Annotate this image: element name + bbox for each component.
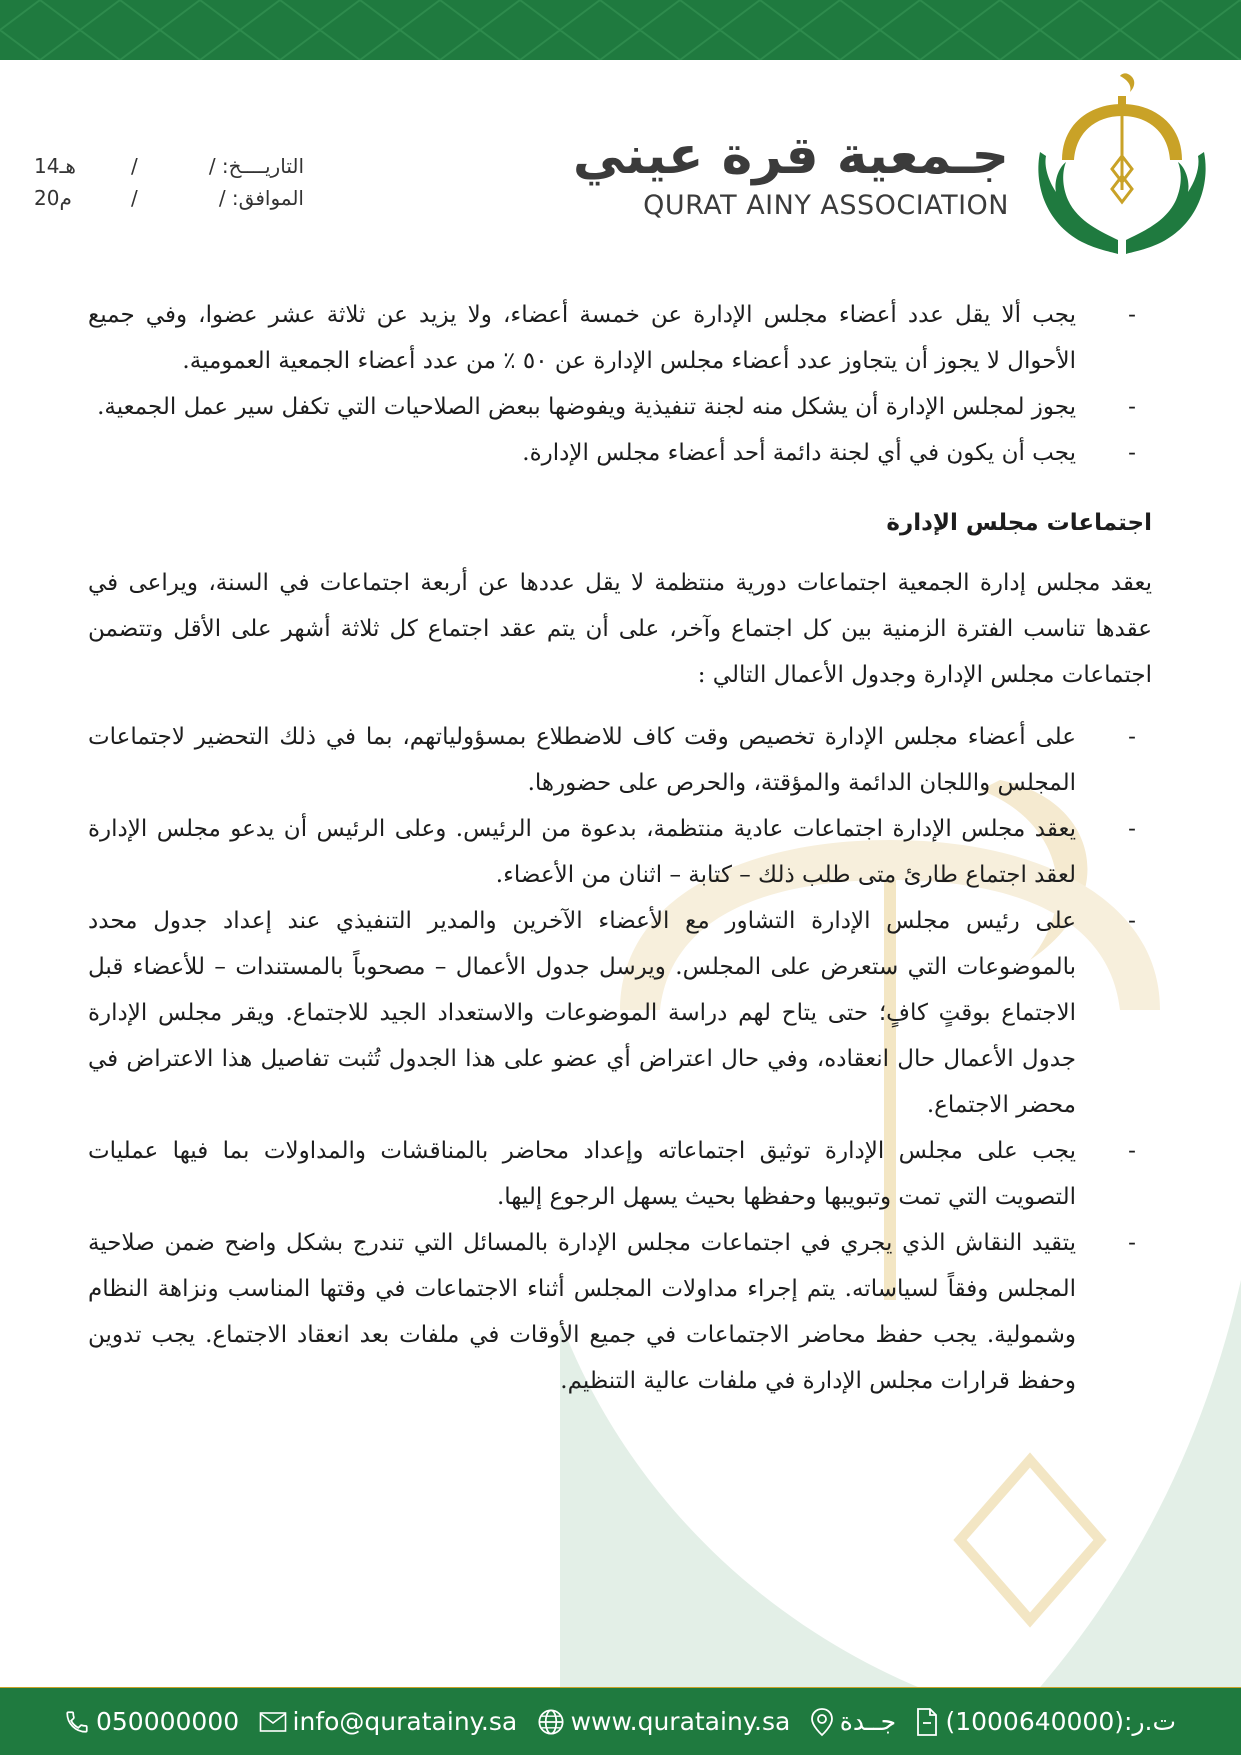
city-text: جــدة [839, 1707, 897, 1736]
bullet-dash: - [1128, 1138, 1136, 1164]
email-text: info@quratainy.sa [292, 1707, 518, 1736]
list-item [88, 1128, 1152, 1220]
brand-name-arabic: جـمعية قرة عيني [572, 126, 1009, 186]
footer-registration [915, 1707, 1176, 1737]
date-hijri-suffix: 14هـ [34, 154, 76, 178]
footer-contacts [64, 1688, 1176, 1755]
phone-icon [64, 1709, 90, 1735]
document-body [88, 292, 1152, 1404]
list-item [88, 430, 1152, 476]
list-item-text: يجوز لمجلس الإدارة أن يشكل منه لجنة تنفيذية ويفوضها ببعض الصلاحيات التي تكفل سير عمل الجمعية. [97, 394, 1076, 420]
bullet-dash: - [1128, 440, 1136, 466]
meetings-list [88, 714, 1152, 1404]
footer [0, 1688, 1241, 1755]
list-item [88, 1220, 1152, 1404]
website-text: www.quratainy.sa [570, 1707, 791, 1736]
list-item-text: يجب على مجلس الإدارة توثيق اجتماعاته وإعداد محاضر بالمناقشات والمداولات بما فيها عمليات التصويت التي تمت وتبويبها وحفظها بحيث يسهل الرجوع إليها. [88, 1138, 1076, 1210]
bullet-dash: - [1128, 816, 1136, 842]
date-greg-row [34, 186, 304, 218]
list-item [88, 714, 1152, 806]
mail-icon [259, 1711, 287, 1733]
list-item-text: يجب ألا يقل عدد أعضاء مجلس الإدارة عن خمسة أعضاء، ولا يزيد عن ثلاثة عشر عضوا، وفي جميع الأحوال لا يجوز أن يتجاوز عدد أعضاء مجلس الإدارة عن ٥٠ ٪ من عدد أعضاء الجمعية العمومية. [88, 302, 1076, 374]
list-item [88, 806, 1152, 898]
footer-phone[interactable] [64, 1707, 239, 1736]
date-hijri-label: التاريــــخ: / [208, 154, 304, 178]
phone-text: 050000000 [96, 1707, 240, 1736]
date-greg-suffix: 20م [34, 186, 72, 210]
list-item [88, 384, 1152, 430]
footer-location [810, 1707, 896, 1737]
location-pin-icon [810, 1707, 834, 1737]
date-block [34, 154, 304, 218]
list-item [88, 898, 1152, 1128]
list-item [88, 292, 1152, 384]
footer-website[interactable] [537, 1707, 791, 1736]
pattern-icon [0, 0, 1241, 60]
registration-text: (1000640000):ت.ر [945, 1707, 1176, 1736]
globe-icon [537, 1708, 565, 1736]
bullet-dash: - [1128, 394, 1136, 420]
date-greg-label: الموافق: / [218, 186, 304, 210]
section-intro: يعقد مجلس إدارة الجمعية اجتماعات دورية منتظمة لا يقل عددها عن أربعة اجتماعات في السنة، ويراعى في عقدها تناسب الفترة الزمنية بين كل اجتماع وآخر، على أن يتم عقد اجتماع كل ثلاثة أشهر على الأقل وتتضمن اجتماعات مجلس الإدارة وجدول الأعمال التالي : [88, 570, 1152, 688]
list-item-text: على أعضاء مجلس الإدارة تخصيص وقت كاف للاضطلاع بمسؤولياتهم، بما في ذلك التحضير لاجتماعات المجلس واللجان الدائمة والمؤقتة، والحرص على حضورها. [88, 724, 1076, 796]
bullet-dash: - [1128, 724, 1136, 750]
date-hijri-row [34, 154, 304, 186]
date-slash: / [131, 186, 138, 210]
list-item-text: يجب أن يكون في أي لجنة دائمة أحد أعضاء مجلس الإدارة. [522, 440, 1076, 466]
list-item-text: يتقيد النقاش الذي يجري في اجتماعات مجلس الإدارة بالمسائل التي تندرج بشكل واضح ضمن صلاحية المجلس وفقاً لسياساته. يتم إجراء مداولات المجلس أثناء الاجتماعات في وقتها المناسب ونزاهة النظام وشمولية. يجب حفظ محاضر الاجتماعات في جميع الأوقات في ملفات بعد انعقاد الاجتماع. يجب تدوين وحفظ قرارات مجلس الإدارة في ملفات عالية التنظيم. [88, 1230, 1076, 1394]
bullet-dash: - [1128, 1230, 1136, 1256]
board-composition-list [88, 292, 1152, 476]
bullet-dash: - [1128, 908, 1136, 934]
date-slash: / [131, 154, 138, 178]
list-item-text: يعقد مجلس الإدارة اجتماعات عادية منتظمة، بدعوة من الرئيس. وعلى الرئيس أن يدعو مجلس الإدارة لعقد اجتماع طارئ متى طلب ذلك – كتابة – اثنان من الأعضاء. [88, 816, 1076, 888]
list-item-text: على رئيس مجلس الإدارة التشاور مع الأعضاء الآخرين والمدير التنفيذي عند إعداد جدول محدد بالموضوعات التي ستعرض على المجلس. ويرسل جدول الأعمال – مصحوباً بالمستندات – للأعضاء قبل الاجتماع بوقتٍ كافٍ؛ حتى يتاح لهم دراسة الموضوعات والاستعداد الجيد للاجتماع. ويقر مجلس الإدارة جدول الأعمال حال انعقاده، وفي حال اعتراض أي عضو على هذا الجدول تُثبت تفاصيل هذا الاعتراض في محضر الاجتماع. [88, 908, 1076, 1118]
document-icon [915, 1707, 939, 1737]
brand-name-english: QURAT AINY ASSOCIATION [643, 190, 1009, 221]
footer-email[interactable] [259, 1707, 518, 1736]
bullet-dash: - [1128, 302, 1136, 328]
section-heading: اجتماعات مجلس الإدارة [886, 510, 1152, 536]
top-band [0, 0, 1241, 60]
logo-icon [1032, 72, 1212, 257]
